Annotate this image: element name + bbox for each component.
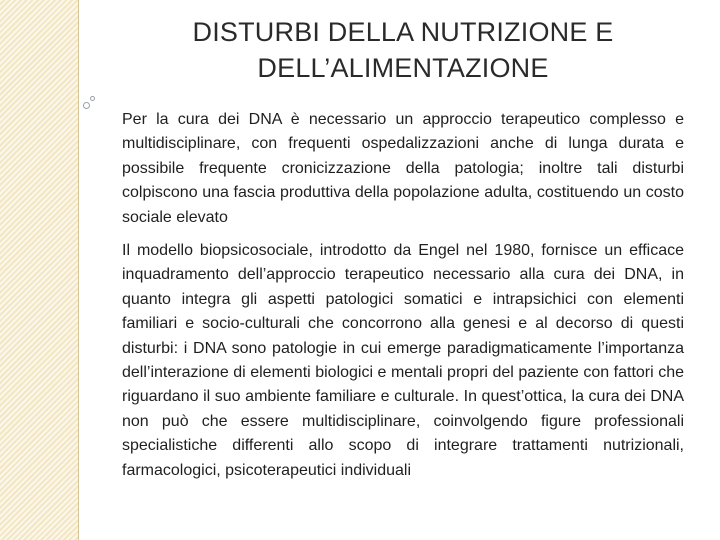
slide-title: DISTURBI DELLA NUTRIZIONE E DELL’ALIMENTAZIONE: [192, 17, 614, 83]
paragraph-biopsychosocial-model: Il modello biopsicosociale, introdotto da Engel nel 1980, fornisce un efficace inquadramento dell’approccio terapeutico necessario alla cura dei DNA, in quanto integra gli aspetti patologici somatici e intrapsichici con elementi familiari e socio-culturali che concorrono alla genesi e al decorso di questi disturbi: i DNA sono patologie in cui emerge paradigmaticamente l’importanza dell’interazione di elementi biologici e mentali propri del paziente con fattori che riguardano il suo ambiente familiare e culturale. In quest’ottica, la cura dei DNA non può che essere multidisciplinare, coinvolgendo figure professionali specialistiche differenti allo scopo di integrare trattamenti nutrizionali, farmacologici, psicoterapeutici individuali: [122, 242, 684, 479]
decorative-circle-icon: [83, 102, 90, 109]
side-band-divider: [78, 0, 79, 540]
slide-body: [122, 108, 684, 483]
decorative-circle-small-icon: [90, 96, 95, 101]
paragraph-treatment-complexity: Per la cura dei DNA è necessario un approccio terapeutico complesso e multidisciplinare, con frequenti ospedalizzazioni anche di lunga durata e possibile frequente cronicizzazione della patologia; inoltre tali disturbi colpiscono una fascia produttiva della popolazione adulta, costituendo un costo sociale elevato: [122, 111, 684, 226]
decorative-side-band: [0, 0, 78, 540]
